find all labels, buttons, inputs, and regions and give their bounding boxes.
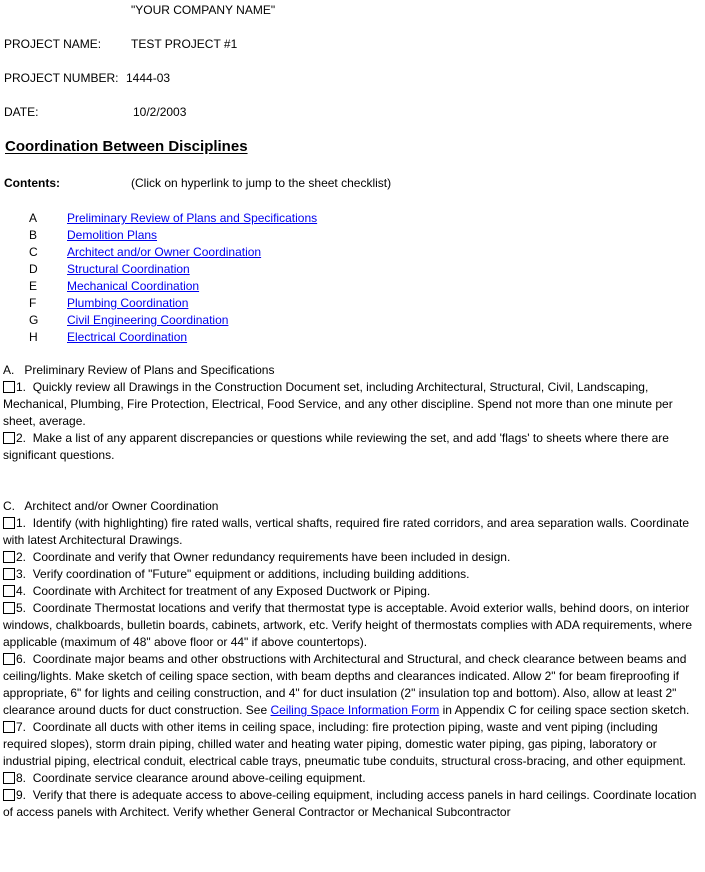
- item-text: Coordinate all ducts with other items in ceiling space, including: fire protection piping, waste and vent piping (including required slopes), storm drain piping, chilled water and heating water piping, domestic water piping, gas piping, laboratory or industrial piping, electrical conduit, electrical cable trays, pneumatic tube conduits, structural cross-bracing, and other equipment.: [3, 720, 687, 768]
- checkbox[interactable]: [3, 653, 15, 665]
- page-title: Coordination Between Disciplines: [5, 138, 248, 155]
- company-name: "YOUR COMPANY NAME": [131, 3, 276, 17]
- checklist-item: [3, 787, 705, 821]
- date-label: DATE:: [4, 105, 39, 119]
- toc-letter: A: [29, 211, 38, 225]
- checkbox[interactable]: [3, 789, 15, 801]
- checkbox[interactable]: [3, 551, 15, 563]
- toc-link-mechanical[interactable]: Mechanical Coordination: [67, 279, 200, 293]
- item-text: Quickly review all Drawings in the Construction Document set, including Architectural, Structural, Civil, Landscaping, Mechanical, Plumbing, Fire Protection, Electrical, Food Service, and any other discipline. Spend not more than one minute per sheet, average.: [3, 380, 673, 428]
- item-number: 1.: [16, 516, 27, 530]
- item-number: 1.: [16, 380, 27, 394]
- item-text: Verify that there is adequate access to above-ceiling equipment, including access panels in hard ceilings. Coordinate location of access panels with Architect. Verify whether General Contractor or Mechanical Subcontractor: [3, 788, 697, 819]
- toc-letter: D: [29, 262, 38, 276]
- item-number: 8.: [16, 771, 27, 785]
- toc-letter: E: [29, 279, 38, 293]
- item-number: 4.: [16, 584, 27, 598]
- item-text: Coordinate Thermostat locations and verify that thermostat type is acceptable. Avoid exterior walls, behind doors, on interior windows, chalkboards, bulletin boards, cabinets, artwork, etc. Verify height of thermostats complies with ADA requirements, where applicable (maximum of 48" above floor or 44" if above countertops).: [3, 601, 692, 649]
- checklist-item: [3, 379, 705, 430]
- checklist-item: [3, 583, 705, 600]
- item-number: 3.: [16, 567, 27, 581]
- toc-link-civil-engineering[interactable]: Civil Engineering Coordination: [67, 313, 229, 327]
- item-text: Make a list of any apparent discrepancies or questions while reviewing the set, and add 'flags' to sheets where there are significant questions.: [3, 431, 669, 462]
- checkbox[interactable]: [3, 568, 15, 580]
- item-number: 2.: [16, 550, 27, 564]
- item-number: 2.: [16, 431, 27, 445]
- item-text: in Appendix C for ceiling space section sketch.: [439, 703, 690, 717]
- toc-link-preliminary-review[interactable]: Preliminary Review of Plans and Specifications: [67, 211, 318, 225]
- checkbox[interactable]: [3, 602, 15, 614]
- contents-label: Contents:: [4, 176, 60, 190]
- checkbox[interactable]: [3, 432, 15, 444]
- item-number: 7.: [16, 720, 27, 734]
- checklist-item: [3, 719, 705, 770]
- checklist-item: [3, 566, 705, 583]
- date-value: 10/2/2003: [133, 105, 187, 119]
- item-text: Identify (with highlighting) fire rated walls, vertical shafts, required fire rated corridors, and area separation walls. Coordinate with latest Architectural Drawings.: [3, 516, 690, 547]
- item-text: Coordinate with Architect for treatment of any Exposed Ductwork or Piping.: [32, 584, 431, 598]
- checklist-item: [3, 600, 705, 651]
- section-a: [3, 362, 705, 464]
- section-heading: C. Architect and/or Owner Coordination: [3, 499, 219, 513]
- project-number-label: PROJECT NUMBER:: [4, 71, 119, 85]
- project-name-label: PROJECT NAME:: [4, 37, 102, 51]
- toc-letter: F: [29, 296, 37, 310]
- checklist-item: [3, 549, 705, 566]
- section-c: [3, 498, 705, 821]
- toc-link-architect-owner[interactable]: Architect and/or Owner Coordination: [67, 245, 262, 259]
- contents-hint: (Click on hyperlink to jump to the sheet checklist): [131, 176, 392, 190]
- toc-link-structural[interactable]: Structural Coordination: [67, 262, 190, 276]
- checkbox[interactable]: [3, 585, 15, 597]
- checklist-item: [3, 430, 705, 464]
- item-text: Verify coordination of "Future" equipment or additions, including building additions.: [32, 567, 470, 581]
- checkbox[interactable]: [3, 381, 15, 393]
- project-name-value: TEST PROJECT #1: [131, 37, 238, 51]
- item-number: 6.: [16, 652, 27, 666]
- item-text: Coordinate and verify that Owner redundancy requirements have been included in design.: [32, 550, 511, 564]
- toc-link-plumbing[interactable]: Plumbing Coordination: [67, 296, 189, 310]
- toc-link-electrical[interactable]: Electrical Coordination: [67, 330, 188, 344]
- ceiling-space-form-link[interactable]: Ceiling Space Information Form: [270, 703, 440, 717]
- checklist-item: [3, 770, 705, 787]
- toc-letter: C: [29, 245, 38, 259]
- toc-link-demolition-plans[interactable]: Demolition Plans: [67, 228, 158, 242]
- toc-letter: B: [29, 228, 38, 242]
- item-text: Coordinate major beams and other obstructions with Architectural and Structural, and check clearance between beams and ceiling/lights. Make sketch of ceiling space section, with beam depths and clearances indicated. Allow 2" for beam fireproofing if appropriate, 6" for lights and ceiling construction, and 4" for duct insulation (2" insulation top and bottom). Also, allow at least 2" clearance around ducts for duct construction. See: [3, 652, 687, 717]
- toc-letter: G: [29, 313, 39, 327]
- toc-letter: H: [29, 330, 38, 344]
- checkbox[interactable]: [3, 721, 15, 733]
- item-number: 5.: [16, 601, 27, 615]
- item-text: Coordinate service clearance around above-ceiling equipment.: [32, 771, 366, 785]
- checkbox[interactable]: [3, 517, 15, 529]
- project-number-value: 1444-03: [126, 71, 171, 85]
- checklist-item: [3, 515, 705, 549]
- checkbox[interactable]: [3, 772, 15, 784]
- section-heading: A. Preliminary Review of Plans and Specifications: [3, 363, 275, 377]
- item-number: 9.: [16, 788, 27, 802]
- checklist-item: [3, 651, 705, 719]
